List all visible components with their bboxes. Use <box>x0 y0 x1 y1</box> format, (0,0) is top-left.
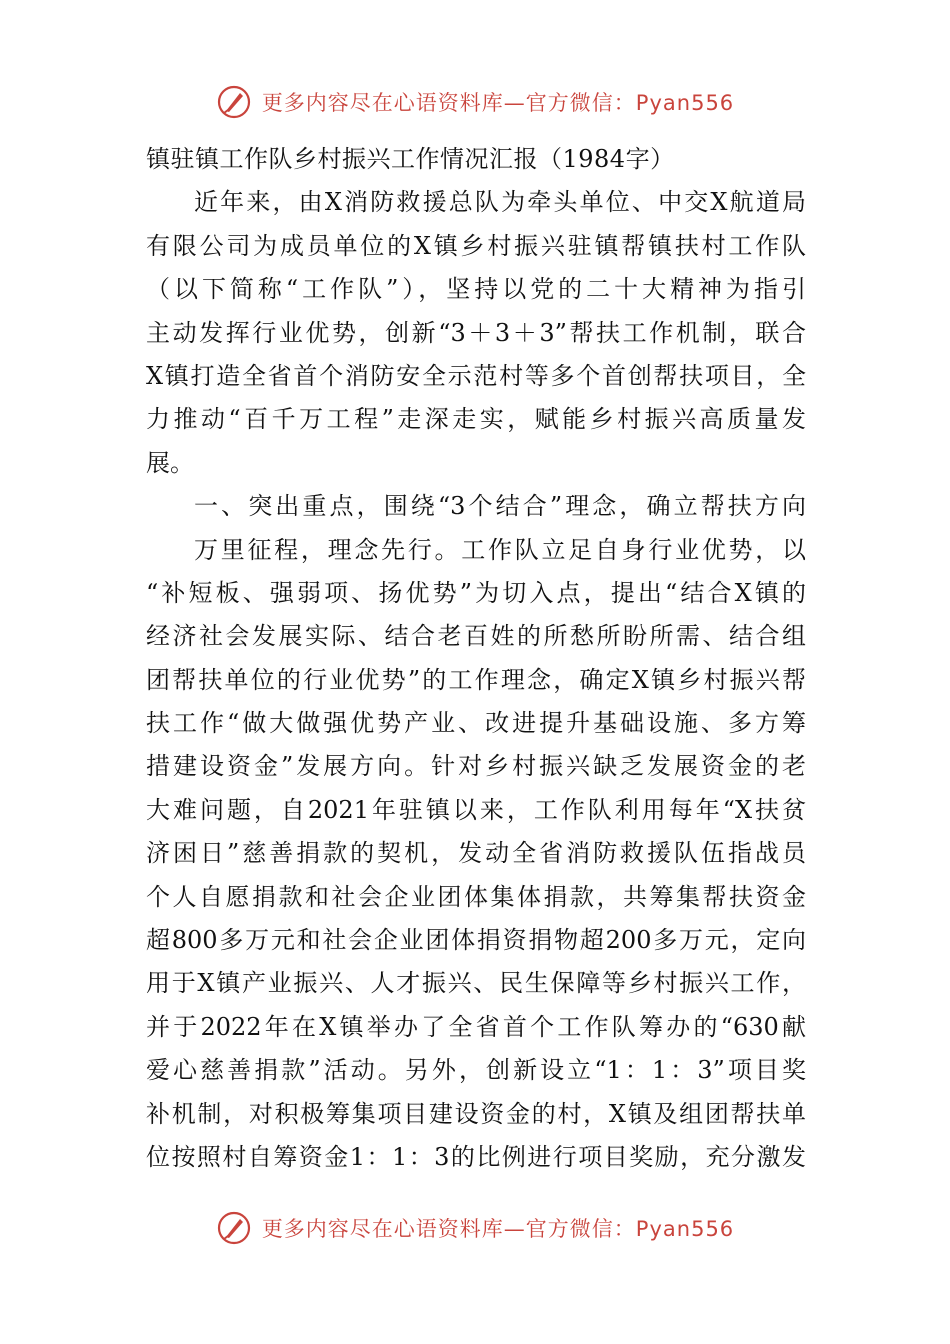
quill-logo-icon <box>216 84 252 120</box>
watermark-banner-bottom <box>0 1206 950 1250</box>
paragraph-line: 经济社会发展实际、结合老百姓的所愁所盼所需、结合组 <box>146 622 806 651</box>
paragraph-line: 并于2022年在X镇举办了全省首个工作队筹办的“630献 <box>146 1012 806 1041</box>
paragraph-line: 有限公司为成员单位的X镇乡村振兴驻镇帮镇扶村工作队 <box>146 231 806 260</box>
paragraph-line: （以下简称“工作队”），坚持以党的二十大精神为指引 <box>146 275 806 304</box>
quill-logo-icon <box>216 1210 252 1246</box>
paragraph-line: 力推动“百千万工程”走深走实，赋能乡村振兴高质量发 <box>146 405 806 434</box>
paragraph-line: 补机制，对积极筹集项目建设资金的村，X镇及组团帮扶单 <box>146 1099 806 1128</box>
paragraph-line: 措建设资金”发展方向。针对乡村振兴缺乏发展资金的老 <box>146 752 806 781</box>
document-body <box>146 138 806 1179</box>
paragraph-line: 近年来，由X消防救援总队为牵头单位、中交X航道局 <box>194 188 806 217</box>
watermark-text-bottom: 更多内容尽在心语资料库—官方微信：Pyan556 <box>261 1217 735 1241</box>
watermark-text-top: 更多内容尽在心语资料库—官方微信：Pyan556 <box>261 91 735 115</box>
document-title: 镇驻镇工作队乡村振兴工作情况汇报（1984字） <box>146 145 675 173</box>
paragraph-line: 位按照村自筹资金1：1：3的比例进行项目奖励，充分激发 <box>146 1142 806 1171</box>
watermark-banner-top <box>0 80 950 124</box>
paragraph-line: 扶工作“做大做强优势产业、改进提升基础设施、多方筹 <box>146 709 806 738</box>
paragraph-line: 超800多万元和社会企业团体捐资捐物超200多万元，定向 <box>146 926 806 955</box>
paragraph-line: 团帮扶单位的行业优势”的工作理念，确定X镇乡村振兴帮 <box>146 665 806 694</box>
paragraph-line: 个人自愿捐款和社会企业团体集体捐款，共筹集帮扶资金 <box>146 882 806 911</box>
paragraph-line: 主动发挥行业优势，创新“3＋3＋3”帮扶工作机制，联合 <box>146 318 806 347</box>
paragraph-line: 大难问题，自2021年驻镇以来，工作队利用每年“X扶贫 <box>146 795 806 824</box>
section-heading: 一、突出重点，围绕“3个结合”理念，确立帮扶方向 <box>194 492 806 521</box>
paragraph-line: 万里征程，理念先行。工作队立足自身行业优势，以 <box>194 535 806 564</box>
paragraph-line: “补短板、强弱项、扬优势”为切入点，提出“结合X镇的 <box>146 578 806 607</box>
paragraph-line: 展。 <box>146 448 194 477</box>
paragraph-line: 用于X镇产业振兴、人才振兴、民生保障等乡村振兴工作， <box>146 969 806 998</box>
paragraph-line: 爱心慈善捐款”活动。另外，创新设立“1：1：3”项目奖 <box>146 1056 806 1085</box>
paragraph-line: X镇打造全省首个消防安全示范村等多个首创帮扶项目，全 <box>146 361 806 390</box>
paragraph-line: 济困日”慈善捐款的契机，发动全省消防救援队伍指战员 <box>146 839 806 868</box>
